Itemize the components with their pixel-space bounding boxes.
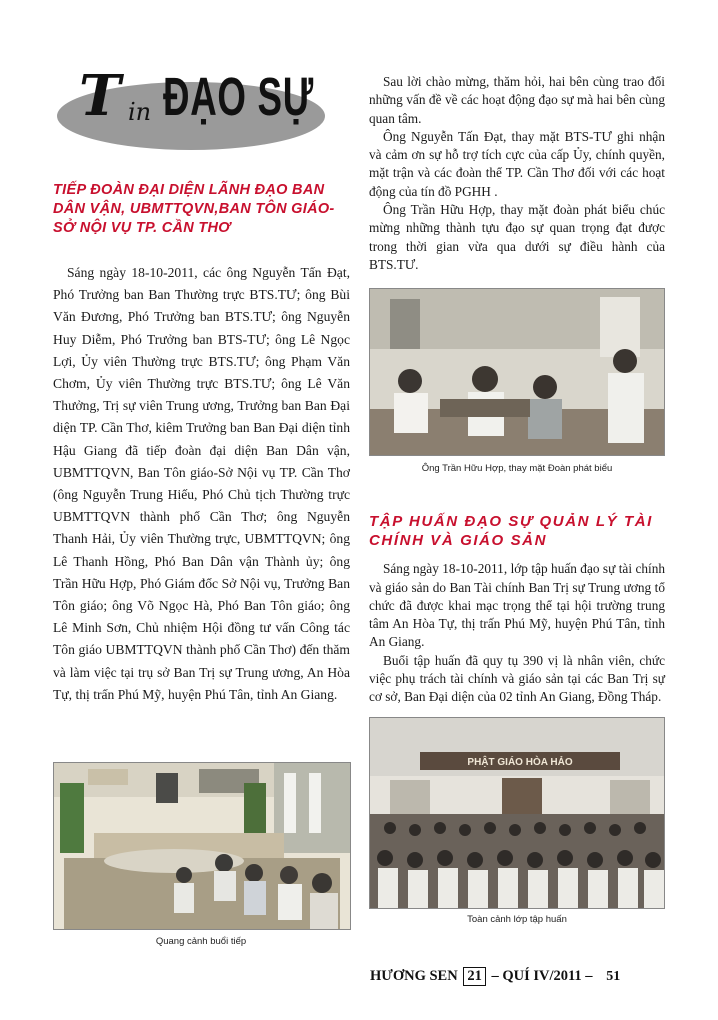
masthead-tin-letter: T bbox=[79, 63, 121, 129]
page-footer bbox=[370, 967, 620, 989]
article-body-paragraph: Sáng ngày 18-10-2011, các ông Nguyễn Tấn Đạt, Phó Trưởng ban Ban Thường trực BTS.TƯ; ông Bùi Văn Đương, Phó Trưởng ban BTS.TƯ; ông Nguyễn Huy Diễm, Phó Trưởng ban BTS-TƯ; ông Lê Ngọc Lợi, Ủy viên Thường trực BTS.TƯ; ông Phạm Văn Chơm, Ủy viên Thường trực BTS.TƯ; ông Lê Văn Thưởng, Trị sự viên Trung ương, Trưởng ban Ban Đại diện TP. Cần Thơ, kiêm Trưởng ban Ban Đại diện tỉnh Hậu Giang đã tiếp đoàn đại diện Ban Dân vận, UBMTTQVN, Ban Tôn giáo-Sở Nội vụ TP. Cần Thơ (ông Nguyễn Trung Hiếu, Phó Chủ tịch Thường trực UBMTTQVN thành phố Cần Thơ; ông Nguyễn Thanh Hải, Ủy viên Thường trực, UBMTTQVN; ông Lê Thanh Hồng, Phó Ban Dân vận Thành ủy; ông Trần Hữu Hợp, Phó Giám đốc Sở Nội vụ, Trưởng Ban Tôn giáo; ông Võ Ngọc Hà, Phó Ban Tôn giáo; ông Lê Minh Sơn, Chủ nhiệm Hội đồng tư vấn Công tác Tôn giáo UBMTTQVN thành phố Cần Thơ) đến thăm và làm việc tại trụ sở Ban Trị sự Trung ương, An Hòa Tự, thị trấn Phú Mỹ, huyện Phú Tân, tỉnh An Giang. bbox=[53, 265, 350, 702]
meeting-photo bbox=[53, 762, 351, 930]
meeting-photo-caption: Quang cảnh buổi tiếp bbox=[155, 936, 247, 947]
article-headline: TẬP HUẤN ĐẠO SỰ QUẢN LÝ TÀI CHÍNH VÀ GIÁO SẢN bbox=[369, 513, 653, 550]
magazine-name: HƯƠNG SEN bbox=[370, 968, 458, 984]
quarter-label: QUÍ IV/2011 – bbox=[502, 968, 593, 984]
speaker-photo-caption: Ông Trần Hữu Hợp, thay mặt Đoàn phát biểu bbox=[421, 463, 613, 475]
masthead-logo bbox=[53, 60, 350, 175]
left-column bbox=[53, 60, 350, 706]
masthead-title: ĐẠO SỰ bbox=[163, 67, 314, 127]
article-body-paragraph: Ông Trần Hữu Hợp, thay mặt đoàn phát biểu chúc mừng những thành tựu đạo sự quan trọng đạt được trong thời gian vừa qua dưới sự điều hành của BTS.TƯ. bbox=[369, 202, 665, 272]
speaker-photo bbox=[369, 288, 665, 456]
masthead-in: in bbox=[128, 98, 152, 126]
article-body-paragraph: Sáng ngày 18-10-2011, lớp tập huấn đạo sự tài chính và giáo sản do Ban Tài chính Ban Trị sự Trung ương tổ chức đã được khai mạc trọng thể tại hội trường trung tâm An Hòa Tự, thị trấn Phú Mỹ, huyện Phú Tân, tỉnh An Giang. bbox=[369, 561, 665, 650]
article-body-paragraph: Sau lời chào mừng, thăm hỏi, hai bên cùng trao đổi những vấn đề về các hoạt động đạo sự mà hai bên cùng quan tâm. bbox=[369, 74, 665, 126]
page-number: 51 bbox=[606, 969, 621, 984]
article-body-paragraph: Buổi tập huấn đã quy tụ 390 vị là nhân viên, chức việc phụ trách tài chính và giáo sản tại các Ban Trị sự cơ sở, Ban Đại diện của 02 tỉnh An Giang, Đồng Tháp. bbox=[369, 652, 665, 705]
issue-number: 21 bbox=[463, 967, 486, 986]
training-photo-caption: Toàn cảnh lớp tập huấn bbox=[467, 913, 567, 925]
meeting-photo-image bbox=[54, 763, 350, 929]
footer-separator: – bbox=[491, 968, 499, 984]
training-banner-text: PHẬT GIÁO HÒA HẢO bbox=[467, 756, 573, 768]
speaker-photo-image bbox=[370, 289, 664, 455]
right-column bbox=[369, 73, 665, 927]
training-photo-image bbox=[370, 718, 664, 908]
article-headline: TIẾP ĐOÀN ĐẠI DIỆN LÃNH ĐẠO BAN DÂN VẬN, UBMTTQVN,BAN TÔN GIÁO-SỞ NỘI VỤ TP. CẦN THƠ bbox=[53, 182, 335, 236]
article-body-paragraph: Ông Nguyễn Tấn Đạt, thay mặt BTS-TƯ ghi nhận và cảm ơn sự hỗ trợ tích cực của cấp Ủy, chính quyền, mặt trận và các đoàn thể TP. Cần Thơ đối với các hoạt động của tín đồ PGHH . bbox=[369, 128, 665, 199]
training-photo bbox=[369, 717, 665, 909]
